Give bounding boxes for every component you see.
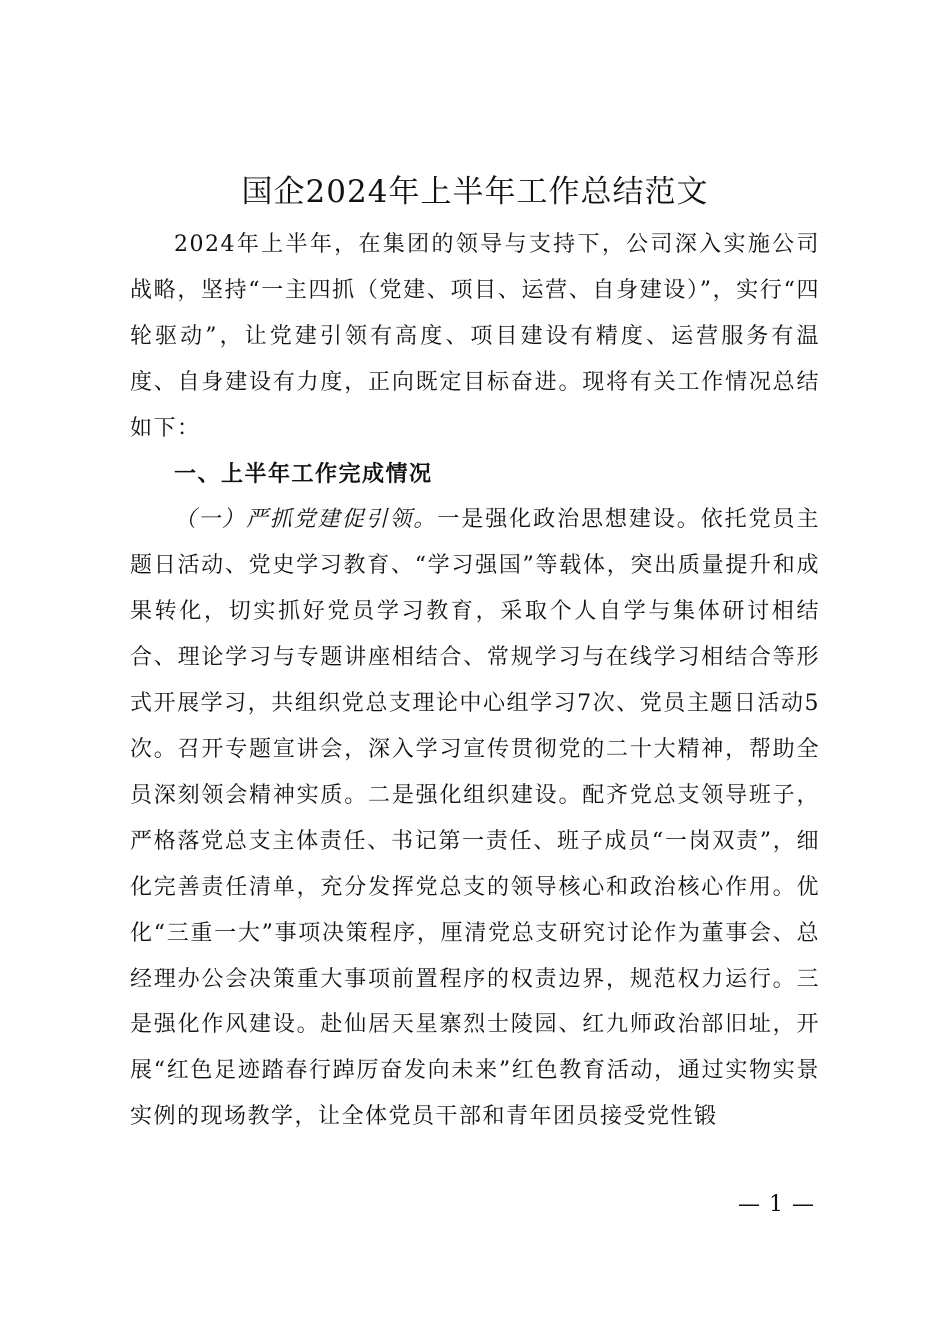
intro-paragraph: 2024年上半年，在集团的领导与支持下，公司深入实施公司战略，坚持“一主四抓（党建、项目、运营、自身建设）”，实行“四轮驱动”，让党建引领有高度、项目建设有精度、运营服务有温度、自身建设有力度，正向既定目标奋进。现将有关工作情况总结如下： [130,232,820,441]
section-heading: 一、上半年工作完成情况 [174,461,433,487]
subsection-body: 一是强化政治思想建设。依托党员主题日活动、党史学习教育、“学习强国”等载体，突出质量提升和成果转化，切实抓好党员学习教育，采取个人自学与集体研讨相结合、理论学习与专题讲座相结合、常规学习与在线学习相结合等形式开展学习，共组织党总支理论中心组学习7次、党员主题日活动5次。召开专题宣讲会，深入学习宣传贯彻党的二十大精神，帮助全员深刻领会精神实质。二是强化组织建设。配齐党总支领导班子，严格落党总支主体责任、书记第一责任、班子成员“一岗双责”，细化完善责任清单，充分发挥党总支的领导核心和政治核心作用。优化“三重一大”事项决策程序，厘清党总支研究讨论作为董事会、总经理办公会决策重大事项前置程序的权责边界，规范权力运行。三是强化作风建设。赴仙居天星寨烈士陵园、红九师政治部旧址，开展“红色足迹踏春行踔厉奋发向未来”红色教育活动，通过实物实景实例的现场教学，让全体党员干部和青年团员接受党性锻 [130,507,820,1130]
page-number: — 1 — [738,1192,815,1217]
document-body [130,222,820,1140]
subsection-lead: （一）严抓党建促引领。 [174,507,438,533]
subsection-paragraph [130,497,820,1140]
document-title: 国企2024年上半年工作总结范文 [241,174,709,210]
